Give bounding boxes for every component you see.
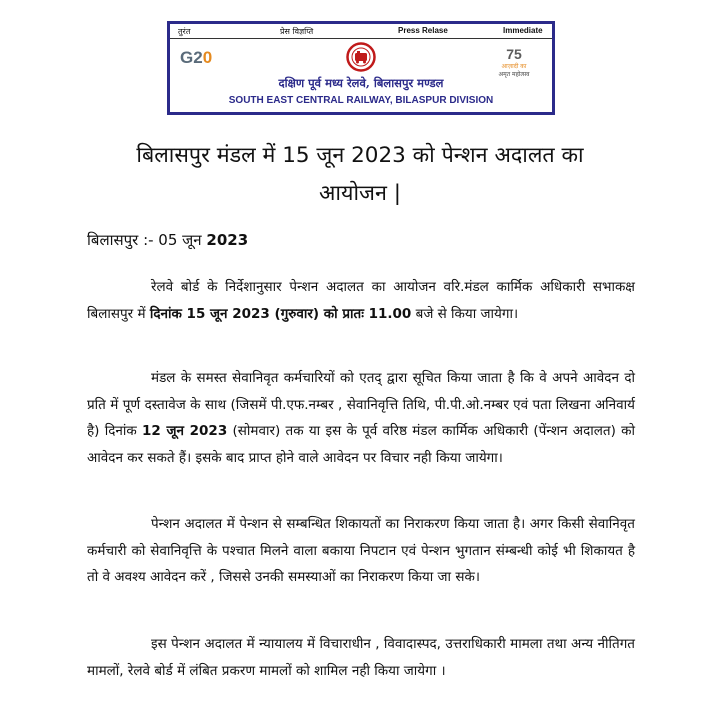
dateline-place: बिलासपुर :- 05 जून: [87, 231, 207, 249]
paragraph-1: रेलवे बोर्ड के निर्देशानुसार पेन्शन अदालत का आयोजन वरि.मंडल कार्मिक अधिकारी सभाकक्ष बिलासपुर में दिनांक 15 जून 2023 (गुरुवार) को प्रातः 11.00 बजे से किया जायेगा।: [87, 279, 635, 322]
g20-logo: G20: [180, 48, 213, 67]
letterhead-top-strip: [170, 24, 552, 38]
division-name-english: SOUTH EAST CENTRAL RAILWAY, BILASPUR DIVISION: [228, 95, 494, 106]
title-line-1: बिलासपुर मंडल में 15 जून 2023 को पेन्शन अदालत का: [136, 143, 584, 168]
title-line-2: आयोजन |: [319, 181, 401, 206]
letterhead-banner: [167, 21, 555, 115]
azadi-amrit-mahotsav-logo: 75 आज़ादी का अमृत महोत्सव: [498, 46, 530, 78]
paragraph-2: मंडल के समस्त सेवानिवृत कर्मचारियों को एतद् द्वारा सूचित किया जाता है कि वे अपने आवेदन दो प्रति में पूर्ण दस्तावेज के साथ (जिसमें पी.एफ.नम्बर , सेवानिवृत्ति तिथि, पी.पी.ओ.नम्बर एवं पता लिखना अनिवार्य है) दिनांक 12 जून 2023 (सोमवार) तक या इस के पूर्व वरिष्ठ मंडल कार्मिक अधिकारी (पेंन्शन अदालत) को आवेदन कर सकते हैं। इसके बाद प्राप्त होने वाले आवेदन पर विचार नही किया जायेगा।: [87, 370, 635, 466]
paragraph-3: पेन्शन अदालत में पेन्शन से सम्बन्धित शिकायतों का निराकरण किया जाता है। अगर किसी सेवानिवृत कर्मचारी को सेवानिवृत्ति के पश्चात मिलने वाला बकाया निपटान एवं पेन्शन भुगतान संम्बन्धी कोई भी शिकायत है तो वे अवश्य आवेदन करें , जिससे उनकी समस्याओं का निराकरण किया जा सके।: [87, 516, 635, 585]
paragraph-4: इस पेन्शन अदालत में न्यायालय में विचाराधीन , विवादास्पद, उत्तराधिकारी मामला तथा अन्य नीतिगत मामलों, रेलवे बोर्ड में लंबित प्रकरण मामलों को शामिल नही किया जायेगा ।: [87, 636, 635, 679]
tag-press-release: Press Relase: [398, 26, 448, 35]
dateline-year: 2023: [206, 231, 249, 249]
dateline: [87, 230, 248, 250]
division-name-hindi: दक्षिण पूर्व मध्य रेलवे, बिलासपुर मण्डल: [278, 76, 444, 90]
letterhead-divider: [170, 38, 552, 39]
press-release-title: [100, 137, 620, 213]
tag-press-release-hindi: प्रेस विज्ञप्ति: [280, 27, 314, 36]
tag-immediate: Immediate: [503, 26, 543, 35]
tag-immediate-hindi: तुरंत: [178, 27, 191, 36]
indian-railways-logo-icon: [346, 42, 376, 72]
